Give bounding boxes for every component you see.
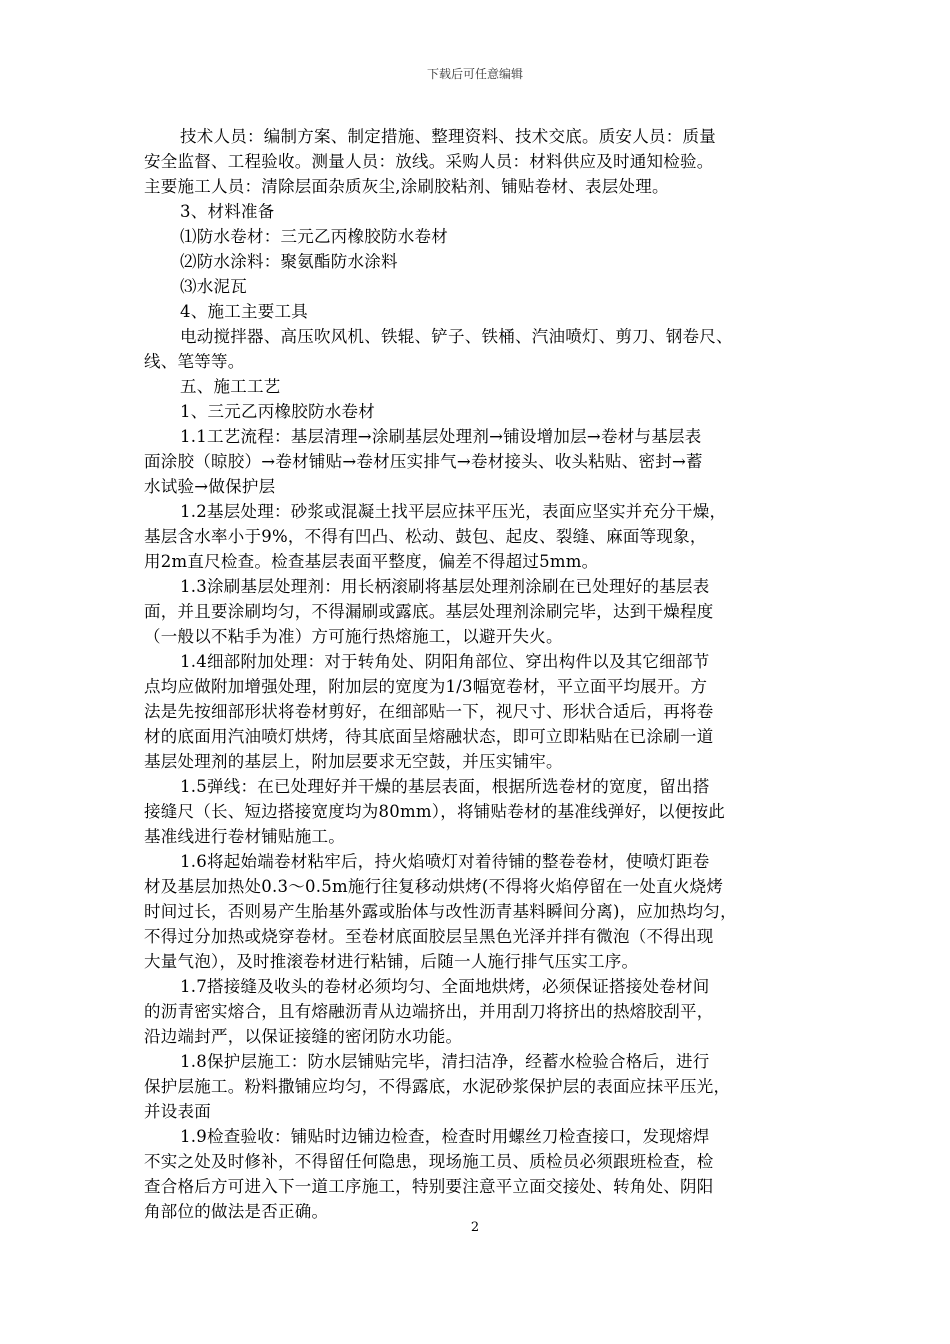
paragraph [144,224,810,249]
paragraph [144,249,810,274]
text-line: 查合格后方可进入下一道工序施工，特别要注意平立面交接处、转角处、阴阳 [144,1177,714,1196]
text-line: 材及基层加热处0.3～0.5m施行往复移动烘烤(不得将火焰停留在一处直火烧烤 [144,877,724,896]
text-line: 的沥青密实熔合，且有熔融沥青从边端挤出，并用刮刀将挤出的热熔胶刮平， [144,1002,714,1021]
text-line: （一般以不粘手为准）方可施行热熔施工，以避开失火。 [144,627,563,646]
text-line: 1.4细部附加处理：对于转角处、阴阳角部位、穿出构件以及其它细部节 [180,652,710,671]
text-line: 法是先按细部形状将卷材剪好，在细部贴一下，视尺寸、形状合适后，再将卷 [144,702,714,721]
text-line: 材的底面用汽油喷灯烘烤，待其底面呈熔融状态，即可立即粘贴在已涂刷一道 [144,727,714,746]
text-line: 并设表面 [144,1102,211,1121]
paragraph [144,274,810,299]
text-line: 主要施工人员：清除层面杂质灰尘,涂刷胶粘剂、铺贴卷材、表层处理。 [144,177,669,196]
text-line: 基准线进行卷材铺贴施工。 [144,827,345,846]
text-line: 五、施工工艺 [180,377,281,396]
text-line: 1.2基层处理：砂浆或混凝土找平层应抹平压光，表面应坚实并充分干燥， [180,502,727,521]
text-line: 时间过长，否则易产生胎基外露或胎体与改性沥青基料瞬间分离)，应加热均匀， [144,902,737,921]
text-line: 安全监督、工程验收。测量人员：放线。采购人员：材料供应及时通知检验。 [144,152,714,171]
text-line: 角部位的做法是否正确。 [144,1202,329,1221]
text-line: 不得过分加热或烧穿卷材。至卷材底面胶层呈黑色光泽并拌有微泡（不得出现 [144,927,714,946]
text-line: 4、施工主要工具 [180,302,308,321]
text-line: 1.6将起始端卷材粘牢后，持火焰喷灯对着待铺的整卷卷材，使喷灯距卷 [180,852,710,871]
paragraph [144,1124,810,1224]
text-line: 接缝尺（长、短边搭接宽度均为80mm），将铺贴卷材的基准线弹好，以便按此 [144,802,726,821]
text-line: 点均应做附加增强处理，附加层的宽度为1/3幅宽卷材，平立面平均展开。方 [144,677,708,696]
paragraph [144,424,810,499]
text-line: 3、材料准备 [180,202,275,221]
text-line: 1.1工艺流程：基层清理→涂刷基层处理剂→铺设增加层→卷材与基层表 [180,427,702,446]
text-line: 技术人员：编制方案、制定措施、整理资料、技术交底。质安人员：质量 [180,127,716,146]
text-line: 不实之处及时修补，不得留任何隐患，现场施工员、质检员必须跟班检查，检 [144,1152,714,1171]
paragraph [144,374,810,399]
text-line: 基层处理剂的基层上，附加层要求无空鼓，并压实铺牢。 [144,752,563,771]
text-line: 面涂胶（晾胶）→卷材铺贴→卷材压实排气→卷材接头、收头粘贴、密封→蓄 [144,452,703,471]
text-line: 1.3涂刷基层处理剂：用长柄滚刷将基层处理剂涂刷在已处理好的基层表 [180,577,710,596]
text-line: 基层含水率小于9%，不得有凹凸、松动、鼓包、起皮、裂缝、麻面等现象， [144,527,707,546]
paragraph [144,199,810,224]
text-line: 用2m直尺检查。检查基层表面平整度，偏差不得超过5mm。 [144,552,599,571]
text-line: 1.5弹线：在已处理好并干燥的基层表面，根据所选卷材的宽度，留出搭 [180,777,710,796]
paragraph [144,399,810,424]
text-line: 面，并且要涂刷均匀，不得漏刷或露底。基层处理剂涂刷完毕，达到干燥程度 [144,602,714,621]
paragraph [144,574,810,649]
paragraph [144,974,810,1049]
text-line: 1、三元乙丙橡胶防水卷材 [180,402,375,421]
document-body [144,124,810,1224]
text-line: 1.7搭接缝及收头的卷材必须均匀、全面地烘烤，必须保证搭接处卷材间 [180,977,710,996]
text-line: 沿边端封严，以保证接缝的密闭防水功能。 [144,1027,463,1046]
text-line: 保护层施工。粉料撒铺应均匀，不得露底，水泥砂浆保护层的表面应抹平压光， [144,1077,731,1096]
text-line: 线、笔等等。 [144,352,245,371]
paragraph [144,649,810,774]
paragraph [144,774,810,849]
text-line: 大量气泡），及时推滚卷材进行粘铺，后随一人施行排气压实工序。 [144,952,639,971]
text-line: ⑶水泥瓦 [180,277,247,296]
text-line: 电动搅拌器、高压吹风机、铁辊、铲子、铁桶、汽油喷灯、剪刀、钢卷尺、 [180,327,733,346]
page-number: 2 [470,1220,480,1235]
text-line: 1.9检查验收：铺贴时边铺边检查，检查时用螺丝刀检查接口，发现熔焊 [180,1127,710,1146]
page-header: 下载后可任意编辑 [426,67,523,81]
paragraph [144,124,810,199]
paragraph [144,849,810,974]
paragraph [144,299,810,324]
text-line: ⑴防水卷材：三元乙丙橡胶防水卷材 [180,227,448,246]
paragraph [144,499,810,574]
paragraph [144,1049,810,1124]
text-line: 水试验→做保护层 [144,477,276,496]
text-line: 1.8保护层施工：防水层铺贴完毕，清扫洁净，经蓄水检验合格后，进行 [180,1052,710,1071]
text-line: ⑵防水涂料：聚氨酯防水涂料 [180,252,398,271]
paragraph [144,324,810,374]
